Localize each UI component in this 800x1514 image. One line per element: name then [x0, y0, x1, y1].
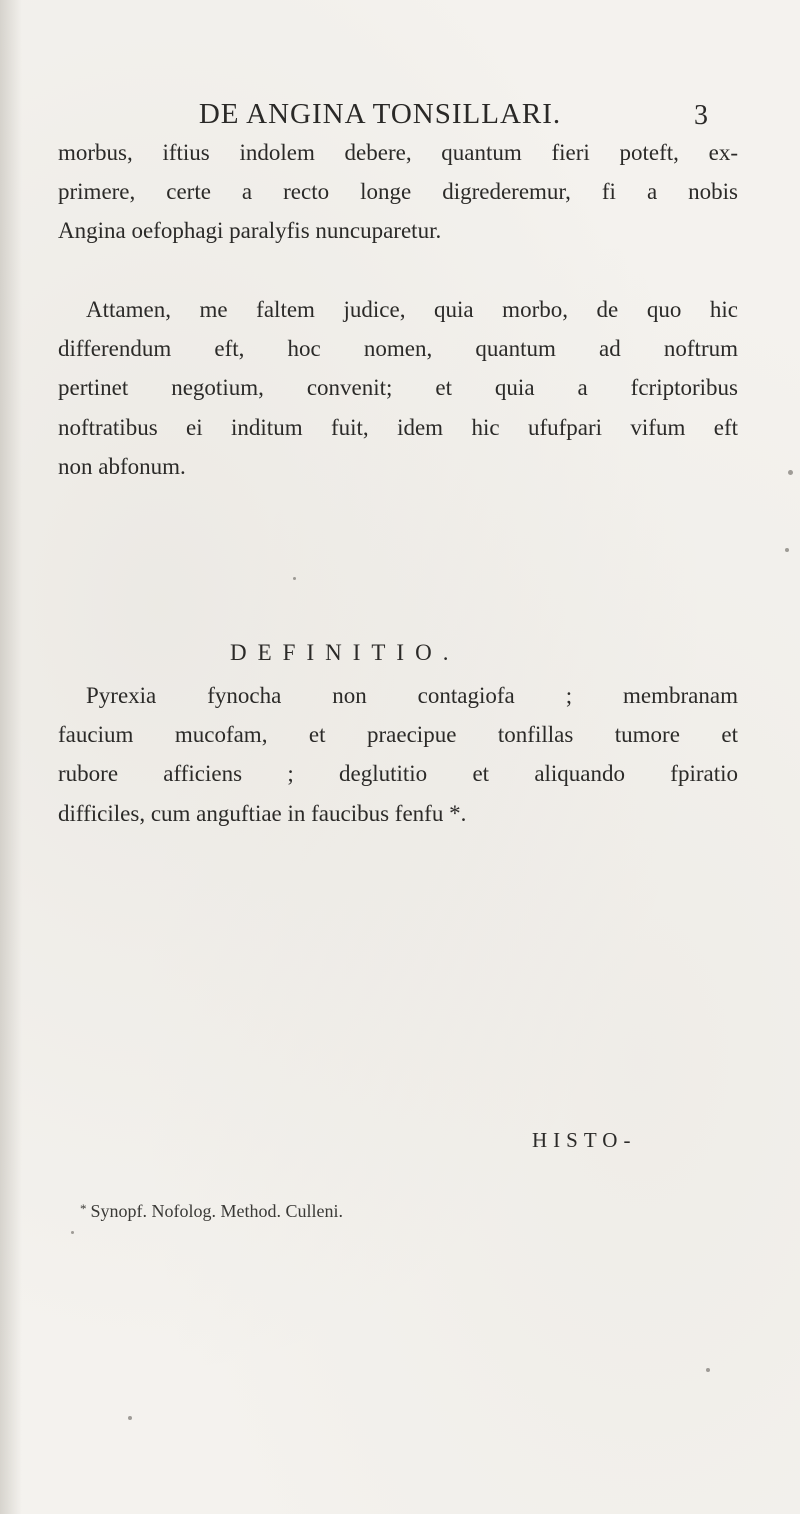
paper-speck	[71, 1231, 74, 1234]
text-line: morbus, iftius indolem debere, quantum fieri poteft, ex-	[58, 140, 738, 165]
paper-speck	[128, 1416, 132, 1420]
paper-speck	[293, 577, 296, 580]
footnote-marker: *	[80, 1201, 87, 1216]
running-head: DE ANGINA TONSILLARI.	[198, 98, 562, 130]
text-line: primere, certe a recto longe digrederemur, fi a nobis	[58, 179, 738, 205]
catchword: HISTO-	[532, 1128, 637, 1152]
text-line: Angina oefophagi paralyfis nuncuparetur.	[58, 218, 442, 244]
text-line: Pyrexia fynocha non contagiofa ; membranam	[86, 683, 738, 708]
paper-speck	[788, 470, 793, 475]
footnote	[80, 1201, 343, 1222]
paragraph-1	[58, 133, 738, 251]
page-gutter-shadow	[0, 0, 22, 1514]
text-line: difficiles, cum anguftiae in faucibus fenfu *.	[58, 800, 467, 826]
section-heading: DEFINITIO.	[230, 640, 460, 665]
paper-speck	[785, 548, 789, 552]
footnote-text: Synopf. Nofolog. Method. Culleni.	[90, 1201, 343, 1221]
text-line: pertinet negotium, convenit; et quia a fcriptoribus	[58, 375, 738, 401]
text-line: noftratibus ei inditum fuit, idem hic ufufpari vifum eft	[58, 414, 738, 440]
text-line: non abfonum.	[58, 453, 186, 479]
text-line: rubore afficiens ; deglutitio et aliquando fpiratio	[58, 761, 738, 787]
paragraph-2	[58, 290, 738, 486]
text-line: faucium mucofam, et praecipue tonfillas tumore et	[58, 722, 738, 748]
text-line: differendum eft, hoc nomen, quantum ad noftrum	[58, 336, 738, 362]
paper-speck	[706, 1368, 710, 1372]
definition-paragraph	[58, 676, 738, 833]
page-number: 3	[694, 100, 708, 131]
text-line: Attamen, me faltem judice, quia morbo, de quo hic	[86, 297, 738, 322]
